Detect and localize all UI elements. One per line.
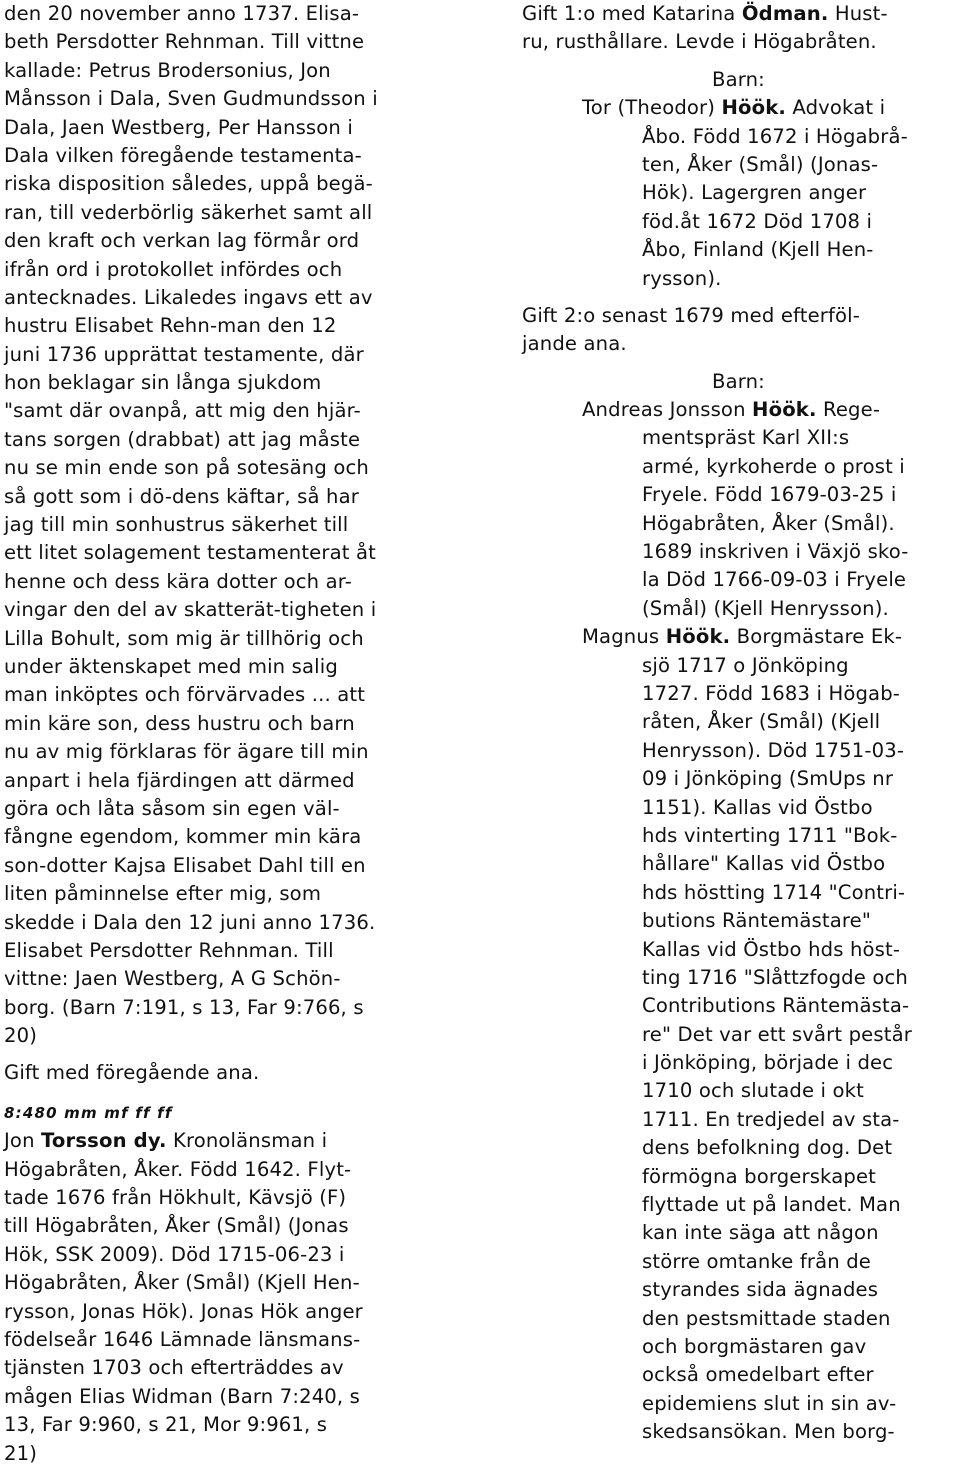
marriage-2 xyxy=(522,302,960,359)
text-line: råten, Åker (Smål) (Kjell xyxy=(642,710,881,734)
text-line: ifrån ord i protokollet infördes och xyxy=(4,257,343,281)
marriage-1-text: Gift 1:o med Katarina xyxy=(522,2,742,25)
text-line: hustru Elisabet Rehn-man den 12 xyxy=(4,314,337,338)
text-line: Fryele. Född 1679-03-25 i xyxy=(642,483,897,507)
text-line: ran, till vederbörlig säkerhet samt all xyxy=(4,200,373,224)
text-line: 1689 inskriven i Växjö sko- xyxy=(642,540,909,564)
text-line: 1151). Kallas vid Östbo xyxy=(642,795,873,819)
text-line: kallade: Petrus Brodersonius, Jon xyxy=(4,58,331,82)
text-line: göra och låta såsom sin egen väl- xyxy=(4,796,340,820)
entry-first-name: Jon xyxy=(4,1129,42,1153)
text-line: liten påminnelse efter mig, som xyxy=(4,882,322,906)
text-line: butions Räntemästare" xyxy=(642,909,872,933)
right-column xyxy=(522,0,960,1447)
text-line: hållare" Kallas vid Östbo xyxy=(642,852,886,876)
text-line: Högabråten, Åker (Smål) (Kjell Hen- xyxy=(4,1271,360,1295)
children-heading-2: Barn: xyxy=(712,369,765,393)
text-line: Högabråten, Åker (Smål). xyxy=(642,511,895,535)
child-magnus-title: Borgmästare Ek- xyxy=(730,625,903,649)
text-line: tjänsten 1703 och efterträddes av xyxy=(4,1356,344,1380)
text-line: Lilla Bohult, som mig är tillhörig och xyxy=(4,626,364,650)
text-line: armé, kyrkoherde o prost i xyxy=(642,454,905,478)
text-line: i Jönköping, började i dec xyxy=(642,1051,894,1075)
text-line: Hök). Lagergren anger xyxy=(642,181,867,205)
marriage-1-rest: Hust- xyxy=(828,2,888,25)
text-line: ting 1716 "Slåttzfogde och xyxy=(642,965,908,989)
text-line: Hök, SSK 2009). Död 1715-06-23 i xyxy=(4,1242,345,1266)
child-andreas-details xyxy=(522,424,960,623)
text-line: rysson, Jonas Hök). Jonas Hök anger xyxy=(4,1299,363,1323)
text-line: också omedelbart efter xyxy=(642,1363,874,1387)
text-line: skedde i Dala den 12 juni anno 1736. xyxy=(4,910,376,934)
text-line: styrandes sida ägnades xyxy=(642,1278,879,1302)
text-line: Högabråten, Åker. Född 1642. Flyt- xyxy=(4,1157,352,1181)
text-line: epidemiens slut in sin av- xyxy=(642,1391,897,1415)
text-line: flyttade ut på landet. Man xyxy=(642,1193,901,1217)
text-line: Kallas vid Östbo hds höst- xyxy=(642,937,901,961)
text-line: kan inte säga att någon xyxy=(642,1221,879,1245)
text-line: Dala vilken föregående testamenta- xyxy=(4,143,362,167)
text-line: min käre son, dess hustru och barn xyxy=(4,711,355,735)
text-line: nu av mig förklaras för ägare till min xyxy=(4,740,369,764)
text-line: och borgmästaren gav xyxy=(642,1334,867,1358)
text-line: Dala, Jaen Westberg, Per Hansson i xyxy=(4,115,353,139)
text-line: tans sorgen (drabbat) att jag måste xyxy=(4,427,361,451)
text-line: större omtanke från de xyxy=(642,1249,872,1273)
text-line: son-dotter Kajsa Elisabet Dahl till en xyxy=(4,853,366,877)
text-line: 1711. En tredjedel av sta- xyxy=(642,1107,900,1131)
text-line: hds vinterting 1711 "Bok- xyxy=(642,823,898,847)
text-line: 1727. Född 1683 i Högab- xyxy=(642,681,901,705)
text-line: anpart i hela fjärdingen att därmed xyxy=(4,768,355,792)
text-line: 13, Far 9:960, s 21, Mor 9:961, s xyxy=(4,1413,328,1437)
text-line: mågen Elias Widman (Barn 7:240, s xyxy=(4,1384,361,1408)
text-line: den kraft och verkan lag förmår ord xyxy=(4,229,360,253)
text-line: Åbo. Född 1672 i Högabrå- xyxy=(642,124,908,148)
reference-number: 8:480 mm mf ff ff xyxy=(4,1103,173,1122)
entry-title: Kronolänsman i xyxy=(166,1129,328,1153)
text-line: 21) xyxy=(4,1441,38,1465)
marriage-1-line2: ru, rusthållare. Levde i Högabråten. xyxy=(522,30,877,54)
children-heading-1: Barn: xyxy=(712,67,765,91)
text-line: födelseår 1646 Lämnade länsmans- xyxy=(4,1327,361,1351)
text-line: rysson). xyxy=(642,266,722,290)
child-andreas-title: Rege- xyxy=(816,398,881,422)
text-line: sjö 1717 o Jönköping xyxy=(642,653,849,677)
spouse-1-surname: Ödman. xyxy=(741,2,829,25)
text-line: antecknades. Likaledes ingavs ett av xyxy=(4,285,373,309)
child-tor-title: Advokat i xyxy=(785,96,886,120)
child-andreas-surname: Höök. xyxy=(752,398,817,422)
marriage-1-heading xyxy=(522,0,960,28)
child-tor-first-name: Tor (Theodor) xyxy=(582,96,722,120)
child-magnus-first-name: Magnus xyxy=(582,625,666,649)
text-line: den 20 november anno 1737. Elisa- xyxy=(4,2,360,25)
text-line: vingar den del av skatterät-tigheten i xyxy=(4,598,377,622)
text-line: 09 i Jönköping (SmUps nr xyxy=(642,767,894,791)
left-column xyxy=(4,0,462,1468)
text-line: beth Persdotter Rehnman. Till vittne xyxy=(4,30,365,54)
text-line: hds höstting 1714 "Contri- xyxy=(642,880,906,904)
text-line: nu se min ende son på sotesäng och xyxy=(4,456,369,480)
text-line: jande ana. xyxy=(522,332,627,356)
child-tor-heading xyxy=(522,94,960,122)
gift-line: Gift med föregående ana. xyxy=(4,1061,260,1085)
text-line: Contributions Räntemästa- xyxy=(642,994,910,1018)
text-line: vittne: Jaen Westberg, A G Schön- xyxy=(4,967,341,991)
text-line: den pestsmittade staden xyxy=(642,1306,891,1330)
text-line: skedsansökan. Men borg- xyxy=(642,1420,895,1444)
child-tor-surname: Höök. xyxy=(721,96,786,120)
entry-biography xyxy=(4,1156,462,1468)
text-line: Gift 2:o senast 1679 med efterföl- xyxy=(522,303,860,327)
testament-paragraph xyxy=(4,0,462,1050)
text-line: man inköptes och förvärvades ... att xyxy=(4,683,366,707)
text-line: föd.åt 1672 Död 1708 i xyxy=(642,209,873,233)
text-line: juni 1736 upprättat testamente, där xyxy=(4,342,364,366)
text-line: Åbo, Finland (Kjell Hen- xyxy=(642,238,874,262)
text-line: så gott som i dö-dens käftar, så har xyxy=(4,484,359,508)
text-line: la Död 1766-09-03 i Fryele xyxy=(642,568,907,592)
text-line: 20) xyxy=(4,1024,38,1048)
text-line: re" Det var ett svårt pestår xyxy=(642,1022,912,1046)
child-andreas-first-name: Andreas Jonsson xyxy=(582,398,753,422)
entry-surname: Torsson dy. xyxy=(41,1129,167,1153)
text-line: 1710 och slutade i okt xyxy=(642,1079,864,1103)
child-magnus-details xyxy=(522,652,960,1447)
text-line: henne och dess kära dotter och ar- xyxy=(4,569,352,593)
text-line: borg. (Barn 7:191, s 13, Far 9:766, s xyxy=(4,995,364,1019)
text-line: Elisabet Persdotter Rehnman. Till xyxy=(4,938,334,962)
text-line: dens befolkning dog. Det xyxy=(642,1136,893,1160)
text-line: under äktenskapet med min salig xyxy=(4,654,338,678)
text-line: ten, Åker (Smål) (Jonas- xyxy=(642,152,879,176)
child-magnus-heading xyxy=(522,623,960,651)
text-line: jag till min sonhustrus säkerhet till xyxy=(4,513,349,537)
text-line: tade 1676 från Hökhult, Kävsjö (F) xyxy=(4,1186,347,1210)
child-andreas-heading xyxy=(522,396,960,424)
text-line: riska disposition således, uppå begä- xyxy=(4,172,373,196)
text-line: hon beklagar sin långa sjukdom xyxy=(4,371,322,395)
child-magnus-surname: Höök. xyxy=(665,625,731,649)
text-line: (Smål) (Kjell Henrysson). xyxy=(642,596,889,620)
text-line: till Högabråten, Åker (Smål) (Jonas xyxy=(4,1214,349,1238)
text-line: "samt där ovanpå, att mig den hjär- xyxy=(4,399,361,423)
text-line: fångne egendom, kommer min kära xyxy=(4,825,362,849)
text-line: ett litet solagement testamenterat åt xyxy=(4,541,376,565)
text-line: förmögna borgerskapet xyxy=(642,1164,876,1188)
entry-heading xyxy=(4,1127,462,1155)
text-line: mentspräst Karl XII:s xyxy=(642,426,850,450)
text-line: Månsson i Dala, Sven Gudmundsson i xyxy=(4,87,378,111)
text-line: Henrysson). Död 1751-03- xyxy=(642,738,905,762)
child-tor-details xyxy=(522,123,960,293)
